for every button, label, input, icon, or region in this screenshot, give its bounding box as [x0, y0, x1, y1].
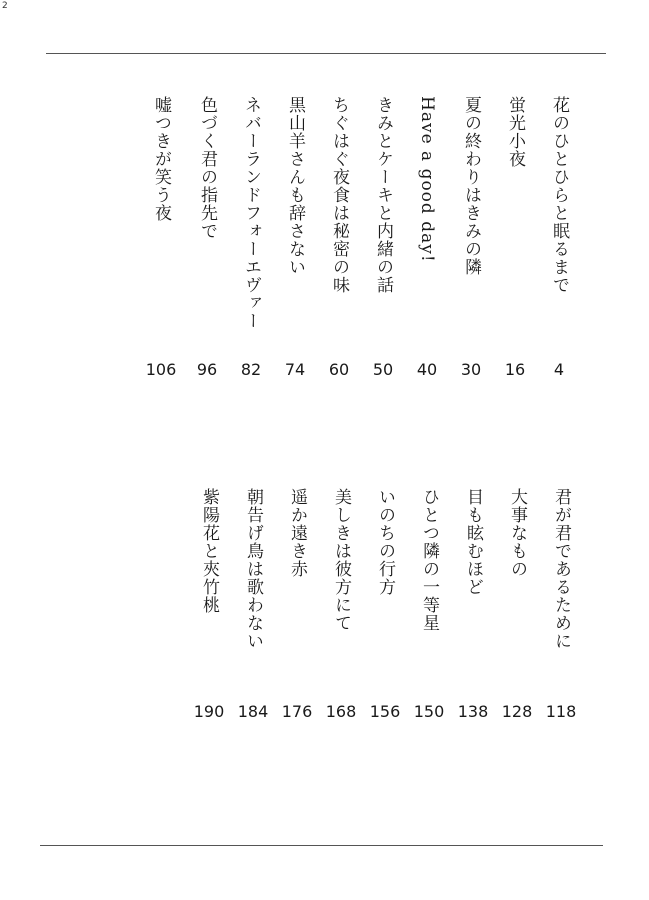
toc-entry-page: 82: [240, 360, 262, 379]
page-number: 2: [2, 1, 8, 11]
toc-entry-page: 156: [369, 702, 401, 721]
toc-entry-page: 190: [193, 702, 225, 721]
toc-entry-page: 60: [328, 360, 350, 379]
toc-entry-title: 紫陽花と夾竹桃: [199, 488, 219, 614]
toc-entry-page: 138: [457, 702, 489, 721]
toc-entry-page: 74: [284, 360, 306, 379]
toc-entry-page: 184: [237, 702, 269, 721]
toc-entry-page: 118: [545, 702, 577, 721]
toc-entry-title: きみとケーキと内緒の話: [373, 96, 393, 294]
toc-entry-page: 30: [460, 360, 482, 379]
toc-entry-title: 大事なもの: [507, 488, 527, 578]
toc-entry-page: 40: [416, 360, 438, 379]
toc-entry-title: 夏の終わりはきみの隣: [461, 96, 481, 276]
toc-entry-title: いのちの行方: [375, 488, 395, 596]
toc-entry-page: 16: [504, 360, 526, 379]
toc-entry-title: 蛍光小夜: [505, 96, 525, 168]
bottom-rule: [40, 845, 603, 846]
toc-entry-page: 106: [145, 360, 177, 379]
toc-entry-title: 遥か遠き赤: [287, 488, 307, 578]
top-rule: [46, 53, 606, 54]
toc-entry-page: 128: [501, 702, 533, 721]
toc-entry-title: 嘘つきが笑う夜: [151, 96, 171, 222]
toc-entry-page: 96: [196, 360, 218, 379]
toc-entry-title: 目も眩むほど: [463, 488, 483, 596]
toc-entry-title: 黒山羊さんも辞さない: [285, 96, 305, 276]
toc-entry-page: 176: [281, 702, 313, 721]
toc-entry-title: 美しきは彼方にて: [331, 488, 351, 632]
toc-entry-title: ネバーランドフォーエヴァー: [241, 96, 261, 330]
toc-entry-title: 朝告げ鳥は歌わない: [243, 488, 263, 650]
toc-entry-title: 君が君であるために: [551, 488, 571, 650]
toc-entry-page: 4: [553, 360, 565, 379]
toc-entry-page: 168: [325, 702, 357, 721]
toc-entry-title: ちぐはぐ夜食は秘密の味: [329, 96, 349, 294]
toc-entry-title: 花のひとひらと眠るまで: [549, 96, 569, 294]
toc-entry-title: 色づく君の指先で: [197, 96, 217, 240]
toc-entry-title: Have a good day!: [417, 96, 437, 263]
toc-entry-page: 50: [372, 360, 394, 379]
toc-entry-title: ひとつ隣の一等星: [419, 488, 439, 632]
toc-entry-page: 150: [413, 702, 445, 721]
